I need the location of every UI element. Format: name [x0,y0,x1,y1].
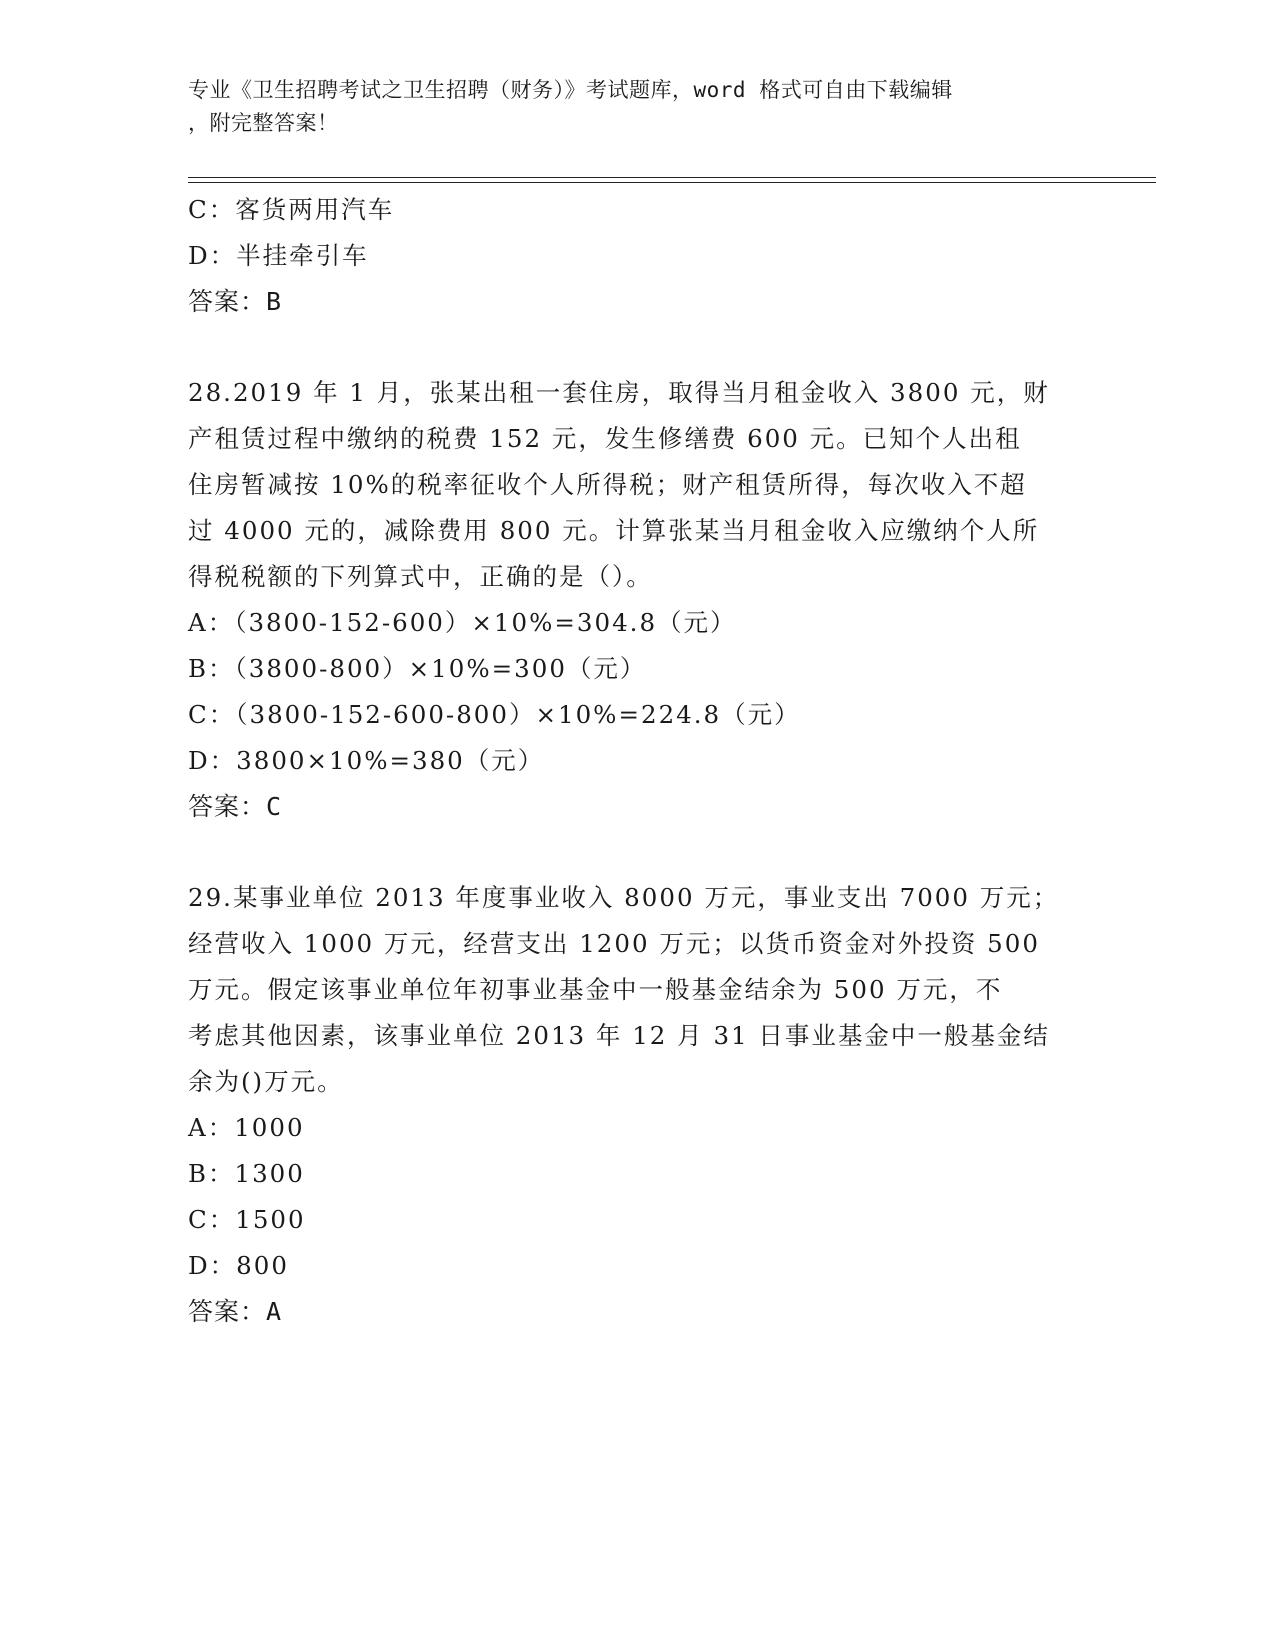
q28-option-d: D：3800×10%=380（元） [188,746,545,775]
header-line-1: 专业《卫生招聘考试之卫生招聘（财务）》考试题库，word 格式可自由下载编辑 [188,78,953,102]
q28-stem-line: 产租赁过程中缴纳的税费 152 元，发生修缮费 600 元。已知个人出租 [188,424,1022,453]
spacer [188,325,1088,370]
q28-stem-line: 过 4000 元的，减除费用 800 元。计算张某当月租金收入应缴纳个人所 [188,516,1040,545]
q28-option-a: A：（3800-152-600）×10%=304.8（元） [188,608,737,637]
q28-stem-line: 得税税额的下列算式中，正确的是（）。 [188,562,653,591]
q28-option-c: C：（3800-152-600-800）×10%=224.8（元） [188,700,801,729]
question-29 [188,875,1088,1335]
q29-stem-line: 余为()万元。 [188,1067,344,1096]
document-header [188,74,1068,140]
header-line-2: ，附完整答案！ [188,111,339,135]
q28-option-b: B：（3800-800）×10%=300（元） [188,654,647,683]
q29-option-a: A：1000 [188,1113,305,1142]
q29-stem-line: 29.某事业单位 2013 年度事业收入 8000 万元，事业支出 7000 万元； [188,883,1060,912]
q28-answer: 答案：C [188,792,283,821]
q27-answer: 答案：B [188,287,283,316]
q29-option-c: C：1500 [188,1205,306,1234]
spacer [188,830,1088,875]
q27-option-c: C：客货两用汽车 [188,195,395,224]
q29-stem-line: 经营收入 1000 万元，经营支出 1200 万元；以货币资金对外投资 500 [188,929,1040,958]
header-divider-bottom [188,182,1156,183]
q29-stem-line: 万元。假定该事业单位年初事业基金中一般基金结余为 500 万元，不 [188,975,1003,1004]
q27-option-d: D：半挂牵引车 [188,241,369,270]
q29-stem-line: 考虑其他因素，该事业单位 2013 年 12 月 31 日事业基金中一般基金结 [188,1021,1050,1050]
header-divider-top [188,177,1156,178]
question-27 [188,187,1088,325]
q29-answer: 答案：A [188,1297,283,1326]
q29-option-d: D：800 [188,1251,289,1280]
q28-stem-line: 住房暂减按 10%的税率征收个人所得税；财产租赁所得，每次收入不超 [188,470,1027,499]
q28-stem-line: 28.2019 年 1 月，张某出租一套住房，取得当月租金收入 3800 元，财 [188,378,1050,407]
q29-option-b: B：1300 [188,1159,305,1188]
question-28 [188,370,1088,830]
question-body [188,187,1088,1335]
